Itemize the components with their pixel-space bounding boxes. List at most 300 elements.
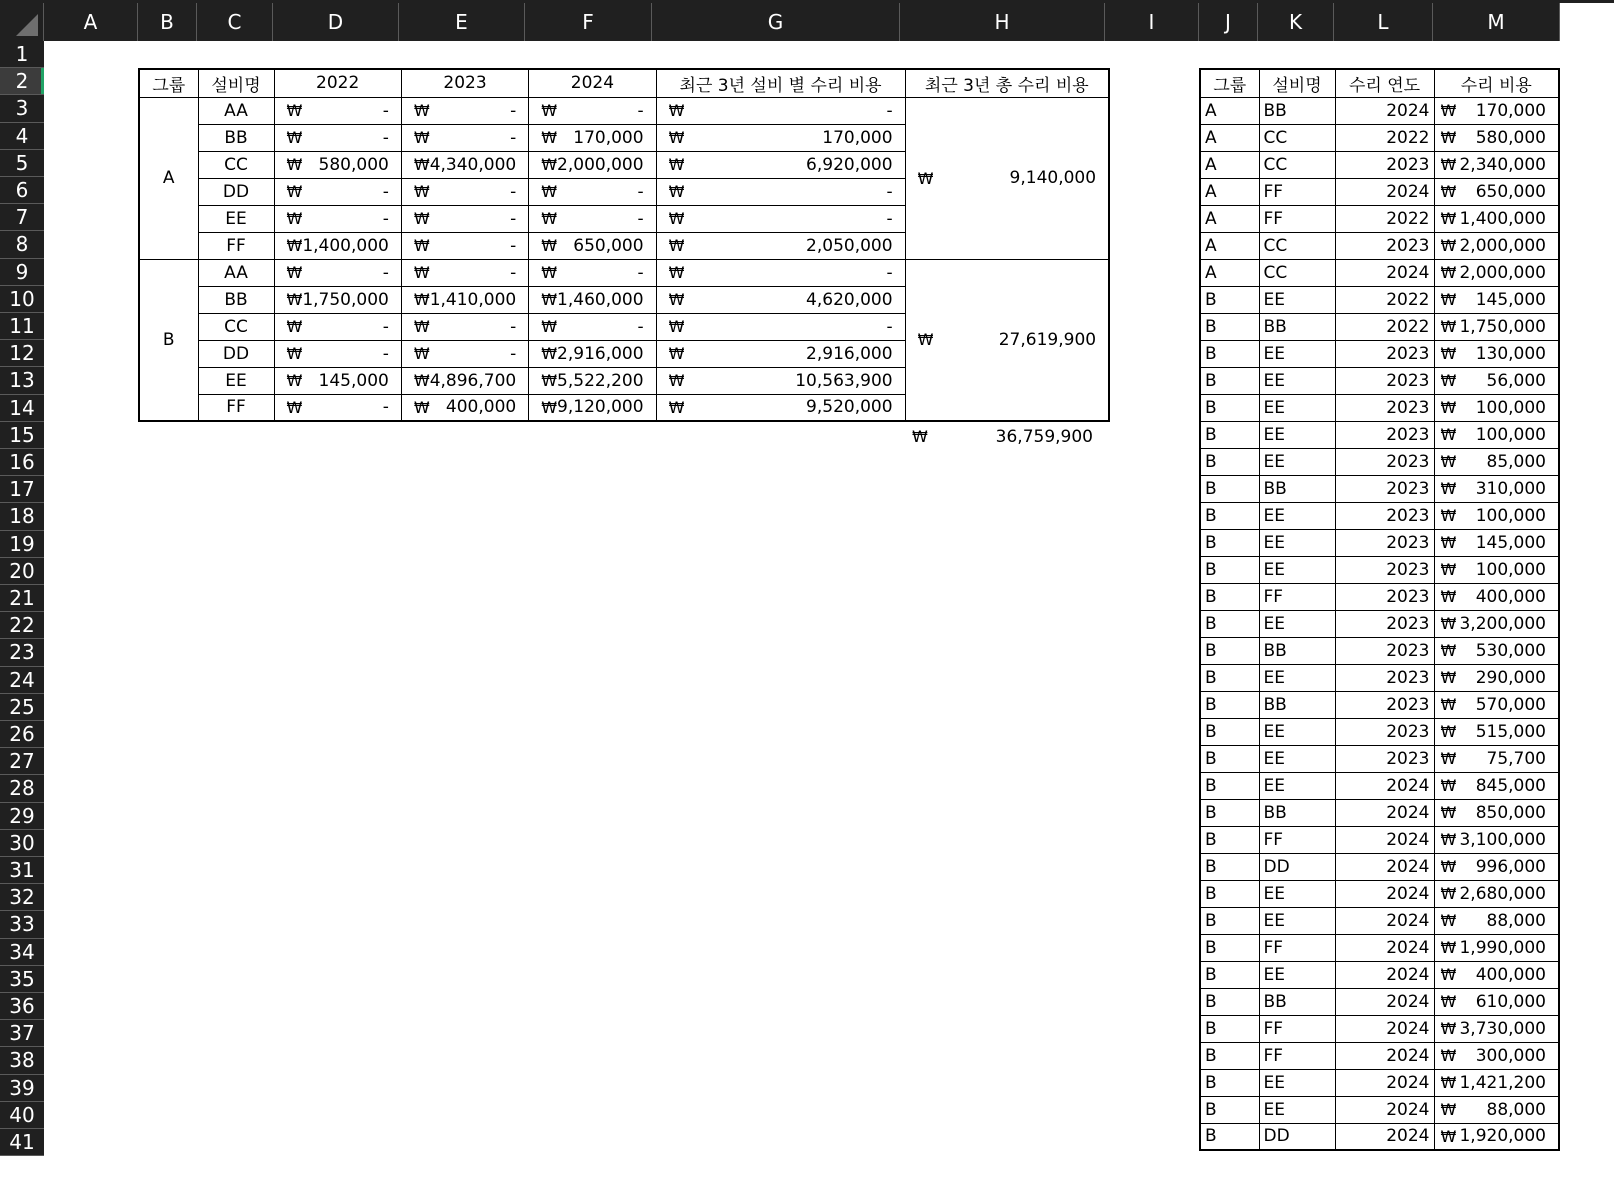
detail-group-cell[interactable]: B [1200,529,1259,556]
detail-equipment-cell[interactable]: EE [1259,961,1335,988]
row-header-39[interactable]: 39 [0,1075,44,1102]
cost-2024-cell[interactable] [529,178,656,205]
row-header-5[interactable]: 5 [0,150,44,177]
detail-cost-cell[interactable] [1434,394,1559,421]
cost-2022-cell[interactable] [274,151,401,178]
detail-cost-cell[interactable] [1434,448,1559,475]
column-header-a[interactable]: A [44,3,138,41]
cost-2023-cell[interactable] [401,367,528,394]
detail-group-cell[interactable]: B [1200,340,1259,367]
row-header-32[interactable]: 32 [0,884,44,911]
detail-group-cell[interactable]: B [1200,772,1259,799]
detail-group-cell[interactable]: B [1200,1123,1259,1150]
row-header-13[interactable]: 13 [0,367,44,394]
cost-2024-cell[interactable] [529,259,656,286]
detail-cost-cell[interactable] [1434,826,1559,853]
row-header-20[interactable]: 20 [0,558,44,585]
detail-equipment-cell[interactable]: EE [1259,367,1335,394]
detail-year-cell[interactable]: 2024 [1335,880,1434,907]
equipment-sum-cell[interactable] [656,178,905,205]
detail-group-cell[interactable]: B [1200,718,1259,745]
detail-equipment-cell[interactable]: EE [1259,1096,1335,1123]
detail-year-cell[interactable]: 2024 [1335,178,1434,205]
cost-2022-cell[interactable] [274,394,401,421]
money-wrapper [275,152,401,178]
detail-equipment-cell[interactable]: BB [1259,988,1335,1015]
equipment-cell[interactable]: BB [198,124,274,151]
detail-cost-cell[interactable] [1434,475,1559,502]
detail-group-cell[interactable]: B [1200,367,1259,394]
column-header-f[interactable]: F [525,3,652,41]
row-header-14[interactable]: 14 [0,395,44,422]
detail-equipment-cell[interactable]: EE [1259,772,1335,799]
header-cell-2023[interactable]: 2023 [401,69,528,97]
detail-year-cell[interactable]: 2023 [1335,340,1434,367]
detail-cost-cell[interactable] [1434,664,1559,691]
row-header-23[interactable]: 23 [0,639,44,666]
detail-year-cell[interactable]: 2023 [1335,367,1434,394]
detail-year-cell[interactable]: 2024 [1335,1015,1434,1042]
detail-year-cell[interactable]: 2023 [1335,232,1434,259]
detail-group-cell[interactable]: B [1200,448,1259,475]
detail-year-cell[interactable]: 2024 [1335,1123,1434,1150]
column-header-b[interactable]: B [138,3,197,41]
detail-cost-cell[interactable] [1434,232,1559,259]
currency-symbol: ₩ [1440,1019,1457,1038]
detail-group-cell[interactable]: A [1200,259,1259,286]
cost-2023-cell[interactable] [401,286,528,313]
detail-group-cell[interactable]: B [1200,421,1259,448]
detail-equipment-cell[interactable]: EE [1259,745,1335,772]
detail-equipment-cell[interactable]: BB [1259,475,1335,502]
cost-2024-cell[interactable] [529,340,656,367]
header-cell-repair-cost[interactable]: 수리 비용 [1434,69,1559,97]
detail-equipment-cell[interactable]: EE [1259,880,1335,907]
row-header-34[interactable]: 34 [0,939,44,966]
detail-cost-cell[interactable] [1434,367,1559,394]
detail-group-cell[interactable]: A [1200,151,1259,178]
detail-group-cell[interactable]: A [1200,178,1259,205]
column-header-m[interactable]: M [1433,3,1560,41]
cost-2024-cell[interactable] [529,286,656,313]
cost-2024-cell[interactable] [529,97,656,124]
detail-group-cell[interactable]: B [1200,394,1259,421]
detail-year-cell[interactable]: 2023 [1335,394,1434,421]
detail-year-cell[interactable]: 2024 [1335,961,1434,988]
amount-value: 88,000 [1486,910,1546,931]
detail-year-cell[interactable]: 2024 [1335,934,1434,961]
detail-equipment-cell[interactable]: DD [1259,853,1335,880]
detail-cost-cell[interactable] [1434,907,1559,934]
detail-equipment-cell[interactable]: BB [1259,637,1335,664]
detail-year-cell[interactable]: 2023 [1335,556,1434,583]
detail-year-cell[interactable]: 2023 [1335,610,1434,637]
detail-equipment-cell[interactable]: FF [1259,1015,1335,1042]
cost-2022-cell[interactable] [274,313,401,340]
detail-group-cell[interactable]: B [1200,664,1259,691]
detail-cost-cell[interactable] [1434,421,1559,448]
detail-equipment-cell[interactable]: FF [1259,826,1335,853]
detail-equipment-cell[interactable]: EE [1259,1069,1335,1096]
equipment-cell[interactable]: CC [198,151,274,178]
detail-group-cell[interactable]: B [1200,907,1259,934]
row-header-28[interactable]: 28 [0,775,44,802]
detail-group-cell[interactable]: B [1200,1096,1259,1123]
equipment-cell[interactable]: FF [198,394,274,421]
equipment-cell[interactable]: AA [198,97,274,124]
equipment-cell[interactable]: DD [198,340,274,367]
detail-cost-cell[interactable] [1434,934,1559,961]
detail-equipment-cell[interactable]: EE [1259,286,1335,313]
row-header-24[interactable]: 24 [0,667,44,694]
detail-cost-cell[interactable] [1434,259,1559,286]
detail-year-cell[interactable]: 2023 [1335,475,1434,502]
row-header-29[interactable]: 29 [0,803,44,830]
detail-year-cell[interactable]: 2024 [1335,259,1434,286]
row-header-30[interactable]: 30 [0,830,44,857]
header-cell-total-3yr-cost[interactable]: 최근 3년 총 수리 비용 [905,69,1109,97]
row-header-25[interactable]: 25 [0,694,44,721]
detail-cost-cell[interactable] [1434,340,1559,367]
detail-year-cell[interactable]: 2024 [1335,799,1434,826]
detail-equipment-cell[interactable]: CC [1259,232,1335,259]
header-cell-equipment-3yr-cost[interactable]: 최근 3년 설비 별 수리 비용 [656,69,905,97]
detail-cost-cell[interactable] [1434,880,1559,907]
equipment-cell[interactable]: DD [198,178,274,205]
row-header-4[interactable]: 4 [0,123,44,150]
detail-group-cell[interactable]: B [1200,610,1259,637]
row-header-18[interactable]: 18 [0,503,44,530]
equipment-sum-cell[interactable] [656,124,905,151]
detail-cost-cell[interactable] [1434,610,1559,637]
equipment-cell[interactable]: EE [198,205,274,232]
detail-equipment-cell[interactable]: BB [1259,97,1335,124]
detail-year-cell[interactable]: 2022 [1335,313,1434,340]
cost-2024-cell[interactable] [529,205,656,232]
detail-group-cell[interactable]: B [1200,583,1259,610]
detail-year-cell[interactable]: 2023 [1335,691,1434,718]
cost-2022-cell[interactable] [274,367,401,394]
group-total-cell[interactable] [905,97,1109,259]
detail-cost-cell[interactable] [1434,745,1559,772]
equipment-sum-cell[interactable] [656,151,905,178]
cost-2024-cell[interactable] [529,124,656,151]
cost-2023-cell[interactable] [401,151,528,178]
header-cell-group[interactable]: 그룹 [1200,69,1259,97]
detail-cost-cell[interactable] [1434,313,1559,340]
detail-cost-cell[interactable] [1434,799,1559,826]
detail-year-cell[interactable]: 2022 [1335,205,1434,232]
amount-value: 1,750,000 [302,289,389,310]
column-header-i[interactable]: I [1105,3,1199,41]
detail-cost-cell[interactable] [1434,1123,1559,1150]
detail-cost-cell[interactable] [1434,178,1559,205]
detail-group-cell[interactable]: B [1200,853,1259,880]
detail-cost-cell[interactable] [1434,961,1559,988]
detail-group-cell[interactable]: B [1200,1015,1259,1042]
detail-year-cell[interactable]: 2024 [1335,988,1434,1015]
row-header-21[interactable]: 21 [0,585,44,612]
detail-year-cell[interactable]: 2023 [1335,664,1434,691]
equipment-cell[interactable]: BB [198,286,274,313]
detail-equipment-cell[interactable]: EE [1259,610,1335,637]
row-header-38[interactable]: 38 [0,1047,44,1074]
row-header-37[interactable]: 37 [0,1020,44,1047]
cost-2023-cell[interactable] [401,259,528,286]
cost-2024-cell[interactable] [529,367,656,394]
detail-cost-cell[interactable] [1434,637,1559,664]
detail-equipment-cell[interactable]: BB [1259,799,1335,826]
column-header-k[interactable]: K [1258,3,1334,41]
equipment-sum-cell[interactable] [656,259,905,286]
equipment-sum-cell[interactable] [656,340,905,367]
detail-cost-cell[interactable] [1434,151,1559,178]
row-header-1[interactable]: 1 [0,41,44,68]
detail-group-cell[interactable]: B [1200,691,1259,718]
detail-equipment-cell[interactable]: FF [1259,178,1335,205]
detail-year-cell[interactable]: 2023 [1335,151,1434,178]
detail-year-cell[interactable]: 2024 [1335,1096,1434,1123]
detail-year-cell[interactable]: 2024 [1335,826,1434,853]
detail-equipment-cell[interactable]: EE [1259,448,1335,475]
detail-equipment-cell[interactable]: EE [1259,907,1335,934]
group-cell[interactable]: A [139,97,198,259]
cost-2022-cell[interactable] [274,259,401,286]
detail-cost-cell[interactable] [1434,205,1559,232]
detail-row [1200,151,1559,178]
column-header-l[interactable]: L [1334,3,1433,41]
detail-equipment-cell[interactable]: EE [1259,529,1335,556]
cost-2023-cell[interactable] [401,205,528,232]
equipment-sum-cell[interactable] [656,394,905,421]
detail-group-cell[interactable]: B [1200,286,1259,313]
row-header-12[interactable]: 12 [0,340,44,367]
equipment-sum-cell[interactable] [656,367,905,394]
detail-group-cell[interactable]: B [1200,934,1259,961]
detail-equipment-cell[interactable]: EE [1259,502,1335,529]
detail-cost-cell[interactable] [1434,583,1559,610]
detail-cost-cell[interactable] [1434,286,1559,313]
cost-2022-cell[interactable] [274,205,401,232]
detail-equipment-cell[interactable]: DD [1259,1123,1335,1150]
detail-cost-cell[interactable] [1434,1096,1559,1123]
detail-cost-cell[interactable] [1434,1015,1559,1042]
equipment-cell[interactable]: AA [198,259,274,286]
detail-year-cell[interactable]: 2023 [1335,637,1434,664]
detail-equipment-cell[interactable]: EE [1259,340,1335,367]
detail-equipment-cell[interactable]: EE [1259,421,1335,448]
detail-year-cell[interactable]: 2022 [1335,124,1434,151]
cost-2024-cell[interactable] [529,394,656,421]
cost-2022-cell[interactable] [274,124,401,151]
detail-group-cell[interactable]: B [1200,880,1259,907]
header-cell-group[interactable]: 그룹 [139,69,198,97]
amount-value: - [382,316,389,337]
detail-year-cell[interactable]: 2023 [1335,421,1434,448]
detail-year-cell[interactable]: 2022 [1335,286,1434,313]
detail-year-cell[interactable]: 2024 [1335,907,1434,934]
detail-equipment-cell[interactable]: EE [1259,556,1335,583]
detail-group-cell[interactable]: A [1200,205,1259,232]
header-cell-2024[interactable]: 2024 [529,69,656,97]
column-header-e[interactable]: E [399,3,525,41]
row-header-35[interactable]: 35 [0,966,44,993]
detail-cost-cell[interactable] [1434,502,1559,529]
detail-equipment-cell[interactable]: FF [1259,205,1335,232]
currency-symbol: ₩ [413,263,430,282]
detail-year-cell[interactable]: 2024 [1335,1042,1434,1069]
detail-cost-cell[interactable] [1434,988,1559,1015]
detail-cost-cell[interactable] [1434,1042,1559,1069]
detail-group-cell[interactable]: B [1200,1069,1259,1096]
detail-year-cell[interactable]: 2023 [1335,448,1434,475]
detail-cost-cell[interactable] [1434,1069,1559,1096]
row-header-3[interactable]: 3 [0,95,44,122]
detail-year-cell[interactable]: 2024 [1335,97,1434,124]
row-header-31[interactable]: 31 [0,857,44,884]
detail-year-cell[interactable]: 2023 [1335,502,1434,529]
money-wrapper [657,152,905,178]
row-header-22[interactable]: 22 [0,612,44,639]
column-header-g[interactable]: G [652,3,900,41]
row-header-7[interactable]: 7 [0,204,44,231]
cost-2024-cell[interactable] [529,151,656,178]
row-header-16[interactable]: 16 [0,449,44,476]
detail-year-cell[interactable]: 2023 [1335,529,1434,556]
row-header-17[interactable]: 17 [0,476,44,503]
currency-symbol: ₩ [413,182,430,201]
column-header-j[interactable]: J [1199,3,1258,41]
equipment-sum-cell[interactable] [656,313,905,340]
detail-equipment-cell[interactable]: CC [1259,259,1335,286]
detail-cost-cell[interactable] [1434,97,1559,124]
detail-group-cell[interactable]: A [1200,124,1259,151]
detail-equipment-cell[interactable]: FF [1259,583,1335,610]
detail-year-cell[interactable]: 2024 [1335,772,1434,799]
row-header-8[interactable]: 8 [0,231,44,258]
row-header-15[interactable]: 15 [0,422,44,449]
detail-year-cell[interactable]: 2023 [1335,583,1434,610]
grand-total-cell[interactable] [900,423,1105,450]
detail-cost-cell[interactable] [1434,718,1559,745]
cost-2022-cell[interactable] [274,340,401,367]
row-header-9[interactable]: 9 [0,259,44,286]
row-header-27[interactable]: 27 [0,748,44,775]
detail-cost-cell[interactable] [1434,556,1559,583]
equipment-cell[interactable]: CC [198,313,274,340]
header-cell-2022[interactable]: 2022 [274,69,401,97]
detail-group-cell[interactable]: B [1200,1042,1259,1069]
detail-equipment-cell[interactable]: CC [1259,151,1335,178]
cost-2023-cell[interactable] [401,124,528,151]
equipment-sum-cell[interactable] [656,205,905,232]
detail-group-cell[interactable]: B [1200,637,1259,664]
column-header-c[interactable]: C [197,3,273,41]
detail-group-cell[interactable]: B [1200,313,1259,340]
row-header-6[interactable]: 6 [0,177,44,204]
detail-equipment-cell[interactable]: CC [1259,124,1335,151]
detail-equipment-cell[interactable]: EE [1259,664,1335,691]
row-header-41[interactable]: 41 [0,1129,44,1156]
cost-2022-cell[interactable] [274,178,401,205]
cost-2024-cell[interactable] [529,232,656,259]
cost-2023-cell[interactable] [401,232,528,259]
cost-2022-cell[interactable] [274,97,401,124]
detail-group-cell[interactable]: B [1200,502,1259,529]
detail-group-cell[interactable]: A [1200,97,1259,124]
row-header-33[interactable]: 33 [0,911,44,938]
select-all-button[interactable] [0,3,44,41]
detail-equipment-cell[interactable]: BB [1259,313,1335,340]
detail-group-cell[interactable]: B [1200,988,1259,1015]
money-wrapper [1435,152,1559,178]
detail-equipment-cell[interactable]: BB [1259,691,1335,718]
detail-year-cell[interactable]: 2024 [1335,853,1434,880]
detail-equipment-cell[interactable]: FF [1259,1042,1335,1069]
detail-group-cell[interactable]: B [1200,475,1259,502]
cost-2023-cell[interactable] [401,178,528,205]
cost-2023-cell[interactable] [401,313,528,340]
detail-group-cell[interactable]: B [1200,556,1259,583]
row-header-11[interactable]: 11 [0,313,44,340]
header-cell-equipment[interactable]: 설비명 [198,69,274,97]
detail-cost-cell[interactable] [1434,529,1559,556]
detail-group-cell[interactable]: B [1200,799,1259,826]
group-cell[interactable]: B [139,259,198,421]
detail-cost-cell[interactable] [1434,853,1559,880]
detail-group-cell[interactable]: B [1200,826,1259,853]
detail-equipment-cell[interactable]: EE [1259,394,1335,421]
column-header-h[interactable]: H [900,3,1105,41]
cost-2023-cell[interactable] [401,394,528,421]
detail-group-cell[interactable]: A [1200,232,1259,259]
group-total-cell[interactable] [905,259,1109,421]
money-wrapper [275,314,401,340]
row-header-36[interactable]: 36 [0,993,44,1020]
detail-cost-cell[interactable] [1434,124,1559,151]
detail-year-cell[interactable]: 2023 [1335,718,1434,745]
cost-2022-cell[interactable] [274,232,401,259]
equipment-cell[interactable]: FF [198,232,274,259]
currency-symbol: ₩ [1440,776,1457,795]
detail-group-cell[interactable]: B [1200,961,1259,988]
detail-cost-cell[interactable] [1434,691,1559,718]
column-header-d[interactable]: D [273,3,399,41]
row-header-19[interactable]: 19 [0,531,44,558]
cost-2023-cell[interactable] [401,340,528,367]
cost-2023-cell[interactable] [401,97,528,124]
header-cell-equipment[interactable]: 설비명 [1259,69,1335,97]
detail-equipment-cell[interactable]: FF [1259,934,1335,961]
equipment-sum-cell[interactable] [656,286,905,313]
row-header-40[interactable]: 40 [0,1102,44,1129]
equipment-cell[interactable]: EE [198,367,274,394]
row-header-2[interactable]: 2 [0,68,44,95]
detail-row [1200,124,1559,151]
detail-year-cell[interactable]: 2023 [1335,745,1434,772]
detail-group-cell[interactable]: B [1200,745,1259,772]
detail-equipment-cell[interactable]: EE [1259,718,1335,745]
header-cell-repair-year[interactable]: 수리 연도 [1335,69,1434,97]
equipment-sum-cell[interactable] [656,232,905,259]
cost-2024-cell[interactable] [529,313,656,340]
row-header-26[interactable]: 26 [0,721,44,748]
cost-2022-cell[interactable] [274,286,401,313]
detail-year-cell[interactable]: 2024 [1335,1069,1434,1096]
detail-cost-cell[interactable] [1434,772,1559,799]
row-header-10[interactable]: 10 [0,286,44,313]
equipment-sum-cell[interactable] [656,97,905,124]
